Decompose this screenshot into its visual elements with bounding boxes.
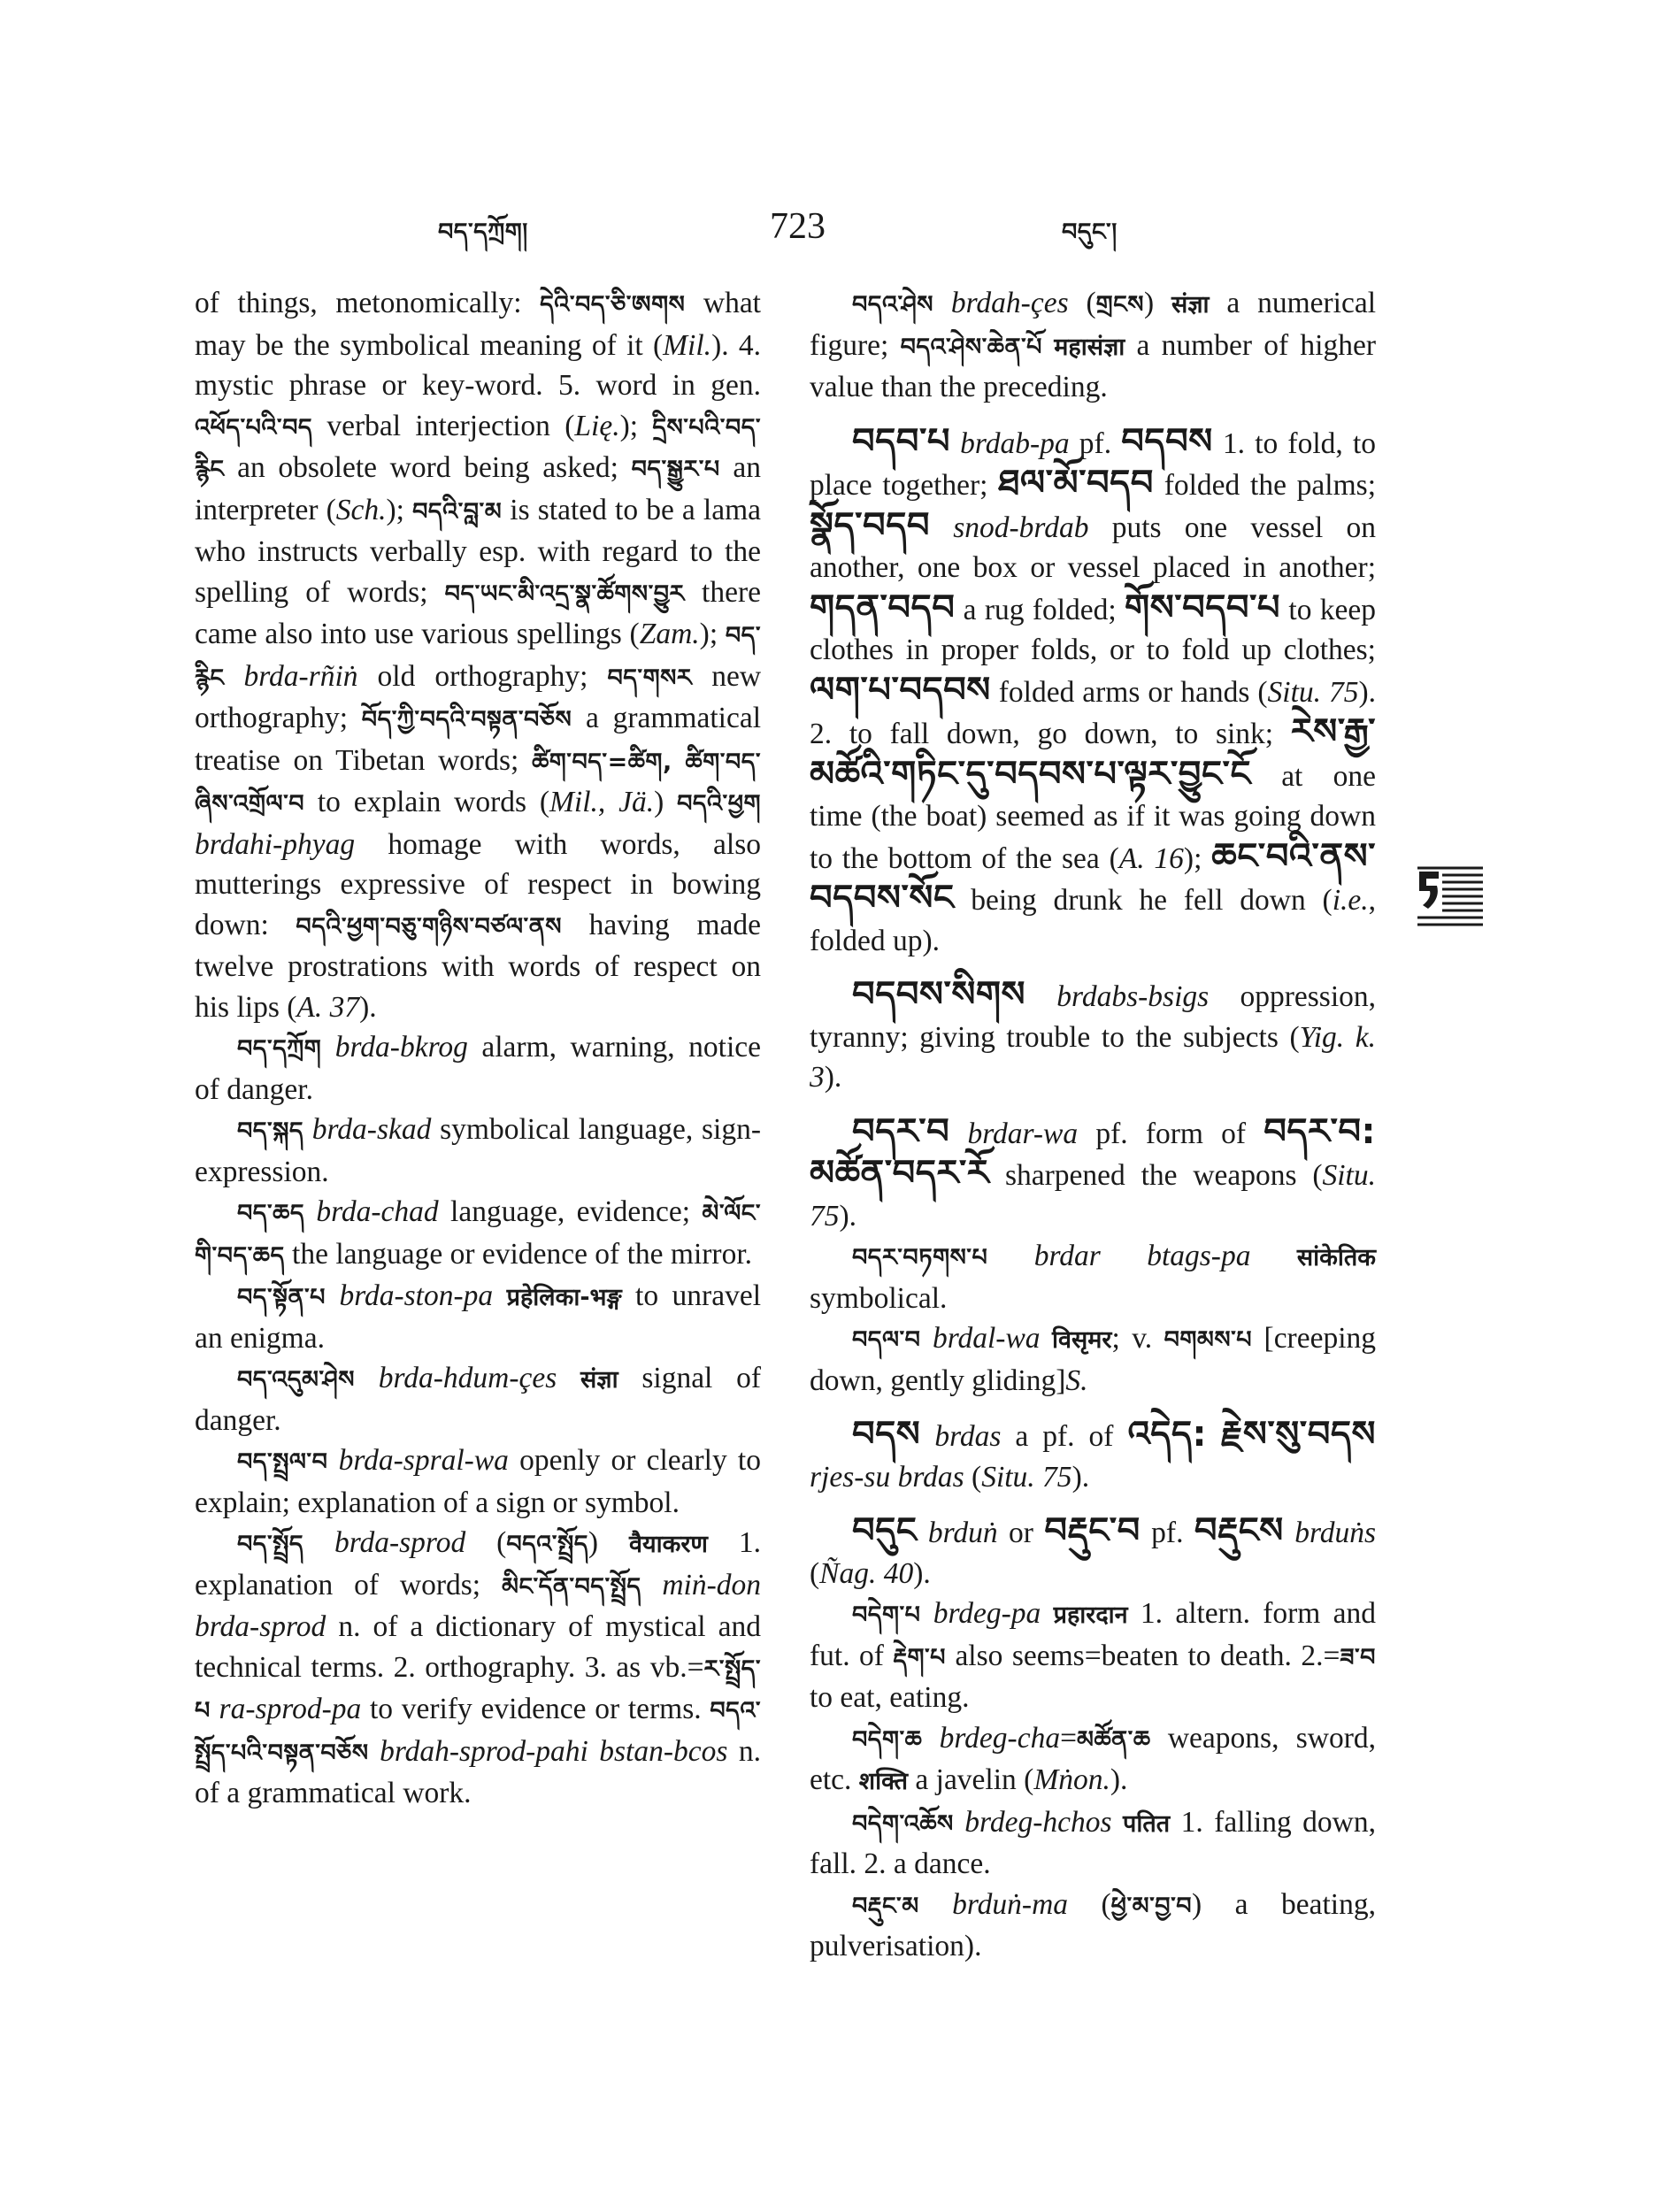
romanized-transliteration: brda-chad — [316, 1195, 439, 1228]
definition-text: ). — [359, 990, 377, 1024]
tibetan-headword: ཚིག་བད་ཞིས་འགྲོལ་བ — [195, 748, 761, 818]
romanized-transliteration: brdas — [934, 1420, 1002, 1453]
tibetan-headword: བརྡུང་བ — [1044, 1510, 1141, 1551]
definition-text: ; v. — [1111, 1322, 1164, 1355]
dictionary-entry — [810, 1802, 1376, 1885]
tibetan-headword: མེ་ལོང་གི་བད་ཆད — [195, 1200, 761, 1270]
definition-text: a rug folded; — [955, 593, 1125, 626]
definition-text — [355, 1362, 379, 1394]
section-thumb-index-icon — [1416, 863, 1485, 926]
tibetan-headword: བད་སྐད — [237, 1118, 303, 1145]
romanized-transliteration: miṅ-don brda-sprod — [195, 1568, 761, 1643]
definition-text: to keep clothes in proper folds, or to fold up clothes; — [810, 593, 1377, 666]
romanized-transliteration: brdeg-cha — [939, 1721, 1061, 1755]
definition-text — [1112, 1806, 1124, 1839]
definition-text — [917, 1517, 927, 1549]
definition-text — [224, 660, 243, 693]
definition-text: ); — [1183, 841, 1212, 875]
tibetan-headword: བད་རྙིང — [195, 622, 761, 692]
definition-text — [1207, 1420, 1221, 1453]
dictionary-entry — [810, 1594, 1376, 1718]
definition-text: old orthography; — [357, 659, 608, 693]
tibetan-headword: མཚོན་ཆ — [1076, 1725, 1151, 1754]
definition-text — [672, 744, 686, 777]
dictionary-entry — [810, 1236, 1376, 1318]
tibetan-headword: བད་སྒྱུར་པ — [631, 456, 720, 483]
definition-text: ); — [619, 409, 653, 442]
romanized-transliteration: brdeg-pa — [933, 1597, 1041, 1630]
dictionary-entry — [810, 975, 1376, 1098]
dictionary-entry — [195, 1440, 761, 1523]
definition-text — [930, 511, 953, 544]
definition-text: a number of higher value than the preceding. — [810, 328, 1376, 403]
tibetan-headword: ཟ་བ — [1340, 1643, 1376, 1671]
dictionary-entry — [195, 283, 761, 1027]
sanskrit-equivalent: प्रहारदान — [1053, 1601, 1128, 1629]
definition-text: , folded up). — [810, 884, 1376, 957]
tibetan-headword: གྲངས — [1095, 291, 1144, 319]
definition-text — [987, 1240, 1033, 1272]
definition-text: ) — [654, 786, 678, 818]
left-column — [195, 283, 761, 1814]
definition-text: ) — [1143, 287, 1171, 319]
definition-text: weapons, sword, etc. — [810, 1721, 1377, 1796]
tibetan-headword: ཕྱེ་མ་བྱ་བ — [1110, 1892, 1193, 1920]
definition-text — [369, 1735, 380, 1768]
romanized-transliteration: brdar btags-pa — [1033, 1240, 1251, 1272]
tibetan-headword: ར་སྤྲོད་པ — [195, 1655, 761, 1724]
source-reference: Situ. 75 — [981, 1460, 1072, 1494]
tibetan-headword: འཕོད་པའི་བད — [195, 413, 313, 442]
source-reference: Yig. k. 3 — [810, 1020, 1376, 1094]
definition-text — [933, 287, 951, 319]
sanskrit-equivalent: संज्ञा — [1171, 291, 1210, 319]
sanskrit-equivalent: वैयाकरण — [628, 1531, 708, 1558]
tibetan-headword: བརྡུངས — [1194, 1510, 1284, 1551]
definition-text — [327, 1444, 338, 1477]
tibetan-headword: བད་ཡང་མི་འདྲ་སྣ་ཚོགས་བྱུར — [444, 580, 685, 608]
definition-text: symbolical language, sign-expression. — [195, 1113, 761, 1188]
tibetan-headword: བདེག་པ — [852, 1601, 921, 1629]
romanized-transliteration: brdah-sprod-pahi bstan-bcos — [380, 1734, 728, 1768]
tibetan-headword: བདར་བཏགས་པ — [852, 1244, 988, 1271]
definition-text — [920, 1597, 933, 1630]
tibetan-headword: བདབས་སིགས — [852, 974, 1025, 1015]
sanskrit-equivalent: विसृमर — [1052, 1326, 1112, 1354]
definition-text: sharpened the weapons ( — [989, 1159, 1323, 1192]
tibetan-headword: ཆང་བའི་ནས་བདབས་སོང — [810, 835, 1377, 918]
dictionary-entry — [810, 422, 1376, 962]
tibetan-headword: བདའི་བླ་མ — [412, 497, 503, 526]
tibetan-headword: ཚིག་བད་=ཚིག, — [532, 748, 672, 776]
definition-text — [1041, 1597, 1053, 1630]
romanized-transliteration: brdeg-hchos — [964, 1805, 1112, 1839]
definition-text: [creeping down, gently gliding] — [810, 1322, 1377, 1397]
romanized-transliteration: brdab-pa — [960, 426, 1070, 460]
definition-text: signal of danger. — [195, 1362, 762, 1437]
definition-text: pf. — [1140, 1517, 1194, 1549]
source-reference: Mṅon. — [1033, 1763, 1110, 1796]
tibetan-headword: རྗེས་སུ་བདས — [1221, 1414, 1376, 1455]
sanskrit-equivalent: शक्ति — [858, 1768, 909, 1795]
definition-text: being drunk he fell down ( — [954, 884, 1333, 917]
source-reference: Zam. — [639, 618, 700, 650]
definition-text — [1250, 1240, 1296, 1272]
tibetan-headword: བདུང — [852, 1510, 918, 1551]
definition-text: ). — [913, 1556, 931, 1590]
definition-text — [922, 1722, 939, 1755]
definition-text: ). — [1071, 1460, 1090, 1494]
tibetan-headword: བདར་བ — [852, 1110, 950, 1152]
tibetan-headword: བགམས་པ — [1164, 1326, 1253, 1354]
definition-text: also seems=beaten to death. 2.= — [946, 1639, 1340, 1672]
page-number: 723 — [770, 206, 826, 247]
definition-text: puts one vessel on another, one box or vessel placed in another; — [810, 511, 1376, 584]
definition-text: folded the palms; — [1153, 469, 1377, 502]
definition-text: homage with words, also mutterings expressive of respect in bowing down: — [195, 827, 761, 941]
definition-text: ). — [824, 1061, 842, 1094]
definition-text — [304, 1195, 316, 1228]
definition-text: is stated to be a lama who instructs verbally esp. with regard to the spelling of words; — [195, 493, 762, 609]
definition-text: ( — [810, 1556, 820, 1590]
romanized-transliteration: brda-sprod — [334, 1526, 466, 1559]
romanized-transliteration: brda-hdum-çes — [378, 1362, 557, 1394]
tibetan-headword: བདའ་ཤེས — [852, 291, 934, 319]
source-reference: Sch. — [335, 493, 387, 526]
romanized-transliteration: brda-ston-pa — [339, 1279, 494, 1312]
definition-text: having made twelve prostrations with words of respect on his lips ( — [195, 908, 761, 1024]
definition-text — [1025, 980, 1056, 1013]
romanized-transliteration: brdal-wa — [932, 1322, 1041, 1355]
header-right-word: བདུང་། — [1062, 219, 1118, 246]
tibetan-headword: རེས་རྒྱ་མཚོའི་གཏིང་དུ་བདབས་པ་ལྟར་བྱུང་ངོ — [810, 711, 1376, 795]
tibetan-headword: བད་སྤྲལ་བ — [237, 1448, 328, 1476]
dictionary-entry — [810, 283, 1376, 408]
dictionary-entry — [810, 1885, 1376, 1967]
tibetan-headword: བདས — [852, 1414, 921, 1455]
tibetan-headword: བད་ཆད — [237, 1200, 304, 1227]
tibetan-headword: བོད་ཀྱི་བདའི་བསྟན་བཅོས — [361, 706, 572, 733]
definition-text: new orthography; — [195, 659, 762, 734]
tibetan-headword: ལག་པ་བདབས — [810, 669, 991, 710]
definition-text — [303, 1113, 312, 1146]
dictionary-entry — [195, 1110, 761, 1192]
sanskrit-equivalent: प्रहेलिका-भङ्ग — [506, 1284, 622, 1311]
tibetan-headword: བདར་བ: — [1263, 1110, 1376, 1152]
definition-text: an interpreter ( — [195, 451, 761, 526]
definition-text: folded arms or hands ( — [990, 675, 1268, 709]
tibetan-headword: བདའ་ཤེས་ཆེན་པོ — [900, 333, 1042, 361]
tibetan-headword: བདེག་འཆོས — [852, 1809, 954, 1838]
definition-text: 1. to fold, to place together; — [810, 426, 1377, 502]
tibetan-headword: བད་གསར — [607, 664, 693, 692]
tibetan-headword: མིང་དོན་བད་སྤྲོད — [501, 1572, 641, 1601]
tibetan-headword: དྲིས་པའི་བད་རྙིང — [195, 413, 761, 483]
definition-text: an obsolete word being asked; — [224, 451, 632, 484]
definition-text: ). 4. mystic phrase or key-word. 5. word in gen. — [195, 328, 761, 402]
definition-text: pf. — [1069, 426, 1122, 460]
definition-text: openly or clearly to explain; explanation of a sign or symbol. — [195, 1444, 761, 1519]
source-reference: Ñag. 40 — [819, 1556, 914, 1590]
definition-text: oppression, tyranny; giving trouble to the subjects ( — [810, 980, 1376, 1054]
source-reference: Situ. 75 — [810, 1159, 1376, 1233]
definition-text: 1. explanation of words; — [195, 1526, 762, 1601]
definition-text: ). 2. to fall down, go down, to sink; — [810, 675, 1376, 750]
definition-text — [326, 1279, 339, 1312]
tibetan-headword: བད་སྤྲོད — [237, 1531, 303, 1558]
definition-text: symbolical. — [810, 1281, 948, 1315]
romanized-transliteration: brduṅ-ma — [952, 1887, 1069, 1921]
definition-text — [920, 1322, 932, 1355]
romanized-transliteration: brduṅs — [1294, 1517, 1377, 1549]
tibetan-headword: རྡེག་པ — [893, 1643, 946, 1671]
definition-text: the language or evidence of the mirror. — [284, 1237, 753, 1271]
romanized-transliteration: brda-spral-wa — [338, 1444, 509, 1477]
definition-text: a grammatical treatise on Tibetan words; — [195, 702, 762, 777]
definition-text: 1. falling down, fall. 2. a dance. — [810, 1805, 1377, 1880]
romanized-transliteration: rjes-su brdas — [810, 1460, 964, 1494]
romanized-transliteration: brdahi-phyag — [195, 827, 356, 861]
tibetan-headword: བད་དཀྲོག — [237, 1035, 322, 1063]
definition-text: to explain words ( — [304, 786, 550, 818]
sanskrit-equivalent: संज्ञा — [580, 1366, 618, 1394]
right-column — [810, 283, 1376, 1967]
romanized-transliteration: snod-brdab — [953, 511, 1089, 544]
tibetan-headword: བདབས — [1121, 420, 1213, 462]
definition-text: ( — [964, 1460, 982, 1494]
romanized-transliteration: ra-sprod-pa — [219, 1693, 362, 1725]
sanskrit-equivalent: सांकेतिक — [1296, 1244, 1376, 1271]
source-reference: Situ. 75 — [1267, 675, 1359, 709]
sanskrit-equivalent: महासंज्ञा — [1054, 333, 1125, 361]
romanized-transliteration: brda-skad — [311, 1113, 432, 1146]
dictionary-entry — [195, 1027, 761, 1110]
tibetan-headword: མཚོན་བདར་རོ — [810, 1153, 990, 1194]
dictionary-entry — [810, 1112, 1376, 1237]
tibetan-headword: བདབ་པ — [852, 420, 950, 462]
definition-text: a javelin ( — [908, 1763, 1034, 1796]
definition-text — [211, 1693, 219, 1725]
definition-text: what may be the symbolical meaning of it ( — [195, 287, 761, 362]
source-reference: Lię. — [574, 409, 620, 442]
tibetan-headword: བརྡུང་མ — [852, 1892, 919, 1920]
definition-text: to verify evidence or terms. — [361, 1693, 710, 1725]
source-reference: i.e. — [1332, 884, 1369, 917]
definition-text: there came also into use various spellings ( — [195, 575, 762, 650]
definition-text — [493, 1279, 506, 1312]
tibetan-headword: བདའ་སྤྲོད་པའི་བསྟན་བཅོས — [195, 1697, 761, 1767]
dictionary-entry — [810, 1415, 1376, 1497]
definition-text: ) — [588, 1526, 629, 1559]
tibetan-headword: བདའ་སྤྲོད — [506, 1531, 588, 1558]
section-thumb-glyph — [1416, 863, 1485, 926]
definition-text — [950, 427, 960, 460]
running-head — [190, 205, 1478, 258]
tibetan-headword: དེའི་བད་ཅི་ཨགས — [540, 291, 686, 319]
definition-text: ); — [699, 618, 726, 650]
definition-text: to unravel an enigma. — [195, 1279, 762, 1355]
source-reference: Mil. — [663, 328, 712, 362]
romanized-transliteration: brduṅ — [927, 1517, 998, 1549]
definition-text: = — [1060, 1721, 1077, 1755]
definition-text: n. of a dictionary of mystical and technical terms. 2. orthography. 3. as vb.= — [195, 1610, 761, 1684]
definition-text: of things, metonomically: — [195, 287, 541, 319]
dictionary-entry — [195, 1358, 761, 1440]
tibetan-headword: ཐལ་མོ་བདབ — [998, 463, 1154, 503]
definition-text: pf. form of — [1078, 1117, 1264, 1150]
definition-text — [1042, 329, 1054, 362]
definition-text — [1041, 1322, 1052, 1355]
definition-text — [949, 1118, 967, 1150]
definition-text: a pf. of — [1001, 1420, 1128, 1453]
romanized-transliteration: brdabs-bsigs — [1056, 980, 1210, 1013]
dictionary-entry — [195, 1192, 761, 1276]
source-reference: Mil., Jä. — [549, 786, 655, 818]
definition-text: to eat, eating. — [810, 1681, 970, 1714]
definition-text — [557, 1362, 580, 1394]
definition-text — [1284, 1517, 1294, 1549]
definition-text: ( — [465, 1526, 507, 1559]
tibetan-headword: གོས་བདབ་པ — [1125, 587, 1281, 628]
definition-text — [303, 1526, 334, 1559]
sanskrit-equivalent: पतित — [1123, 1809, 1171, 1838]
dictionary-entry — [810, 1718, 1376, 1802]
definition-text: ). — [1110, 1763, 1128, 1796]
definition-text — [321, 1031, 335, 1064]
definition-text: or — [997, 1517, 1045, 1549]
definition-text: a numerical figure; — [810, 287, 1377, 362]
dictionary-entry — [195, 1523, 761, 1814]
romanized-transliteration: brda-bkrog — [334, 1031, 468, 1064]
definition-text: alarm, warning, notice of danger. — [195, 1031, 762, 1106]
romanized-transliteration: brda-rñiṅ — [243, 659, 358, 693]
dictionary-entry — [810, 1318, 1376, 1401]
tibetan-headword: སྣོད་བདབ — [810, 504, 930, 546]
romanized-transliteration: brdar-wa — [967, 1117, 1079, 1150]
tibetan-headword: བདའི་ཕྱག — [677, 790, 762, 818]
tibetan-headword: བདའི་ཕྱག་བཅུ་གཉིས་བཙལ་ནས — [296, 912, 562, 941]
tibetan-headword: བདལ་བ — [852, 1326, 921, 1354]
header-left-word: བད་དཀྲོག། — [438, 219, 528, 246]
romanized-transliteration: brdah-çes — [950, 287, 1069, 319]
definition-text: ); — [386, 493, 413, 526]
definition-text — [954, 1806, 965, 1839]
source-reference: A. 16 — [1118, 841, 1184, 875]
definition-text: ( — [1068, 1887, 1111, 1921]
definition-text: ) a beating, pulverisation). — [810, 1887, 1376, 1962]
dictionary-entry — [195, 1276, 761, 1358]
dictionary-entry — [810, 1511, 1376, 1594]
definition-text — [919, 1888, 952, 1921]
definition-text: at one time (the boat) seemed as if it was going down to the bottom of the sea ( — [810, 759, 1376, 875]
tibetan-headword: བད་སྟོན་པ — [237, 1284, 326, 1311]
definition-text: ). — [839, 1199, 857, 1233]
tibetan-headword: འདེད: — [1127, 1414, 1207, 1455]
tibetan-headword: བདེག་ཆ — [852, 1725, 923, 1754]
tibetan-headword: བད་འདུམ་ཤེས — [237, 1366, 355, 1394]
source-reference: S. — [1065, 1363, 1088, 1397]
source-reference: A. 37 — [296, 990, 360, 1024]
tibetan-headword: གདན་བདབ — [810, 587, 956, 628]
definition-text — [641, 1569, 662, 1601]
definition-text: n. of a grammatical work. — [195, 1734, 762, 1809]
definition-text: 1. altern. form and fut. of — [810, 1597, 1377, 1672]
definition-text: verbal interjection ( — [312, 409, 575, 442]
definition-text: ( — [1068, 287, 1096, 319]
definition-text — [920, 1420, 934, 1453]
definition-text: language, evidence; — [438, 1195, 703, 1228]
